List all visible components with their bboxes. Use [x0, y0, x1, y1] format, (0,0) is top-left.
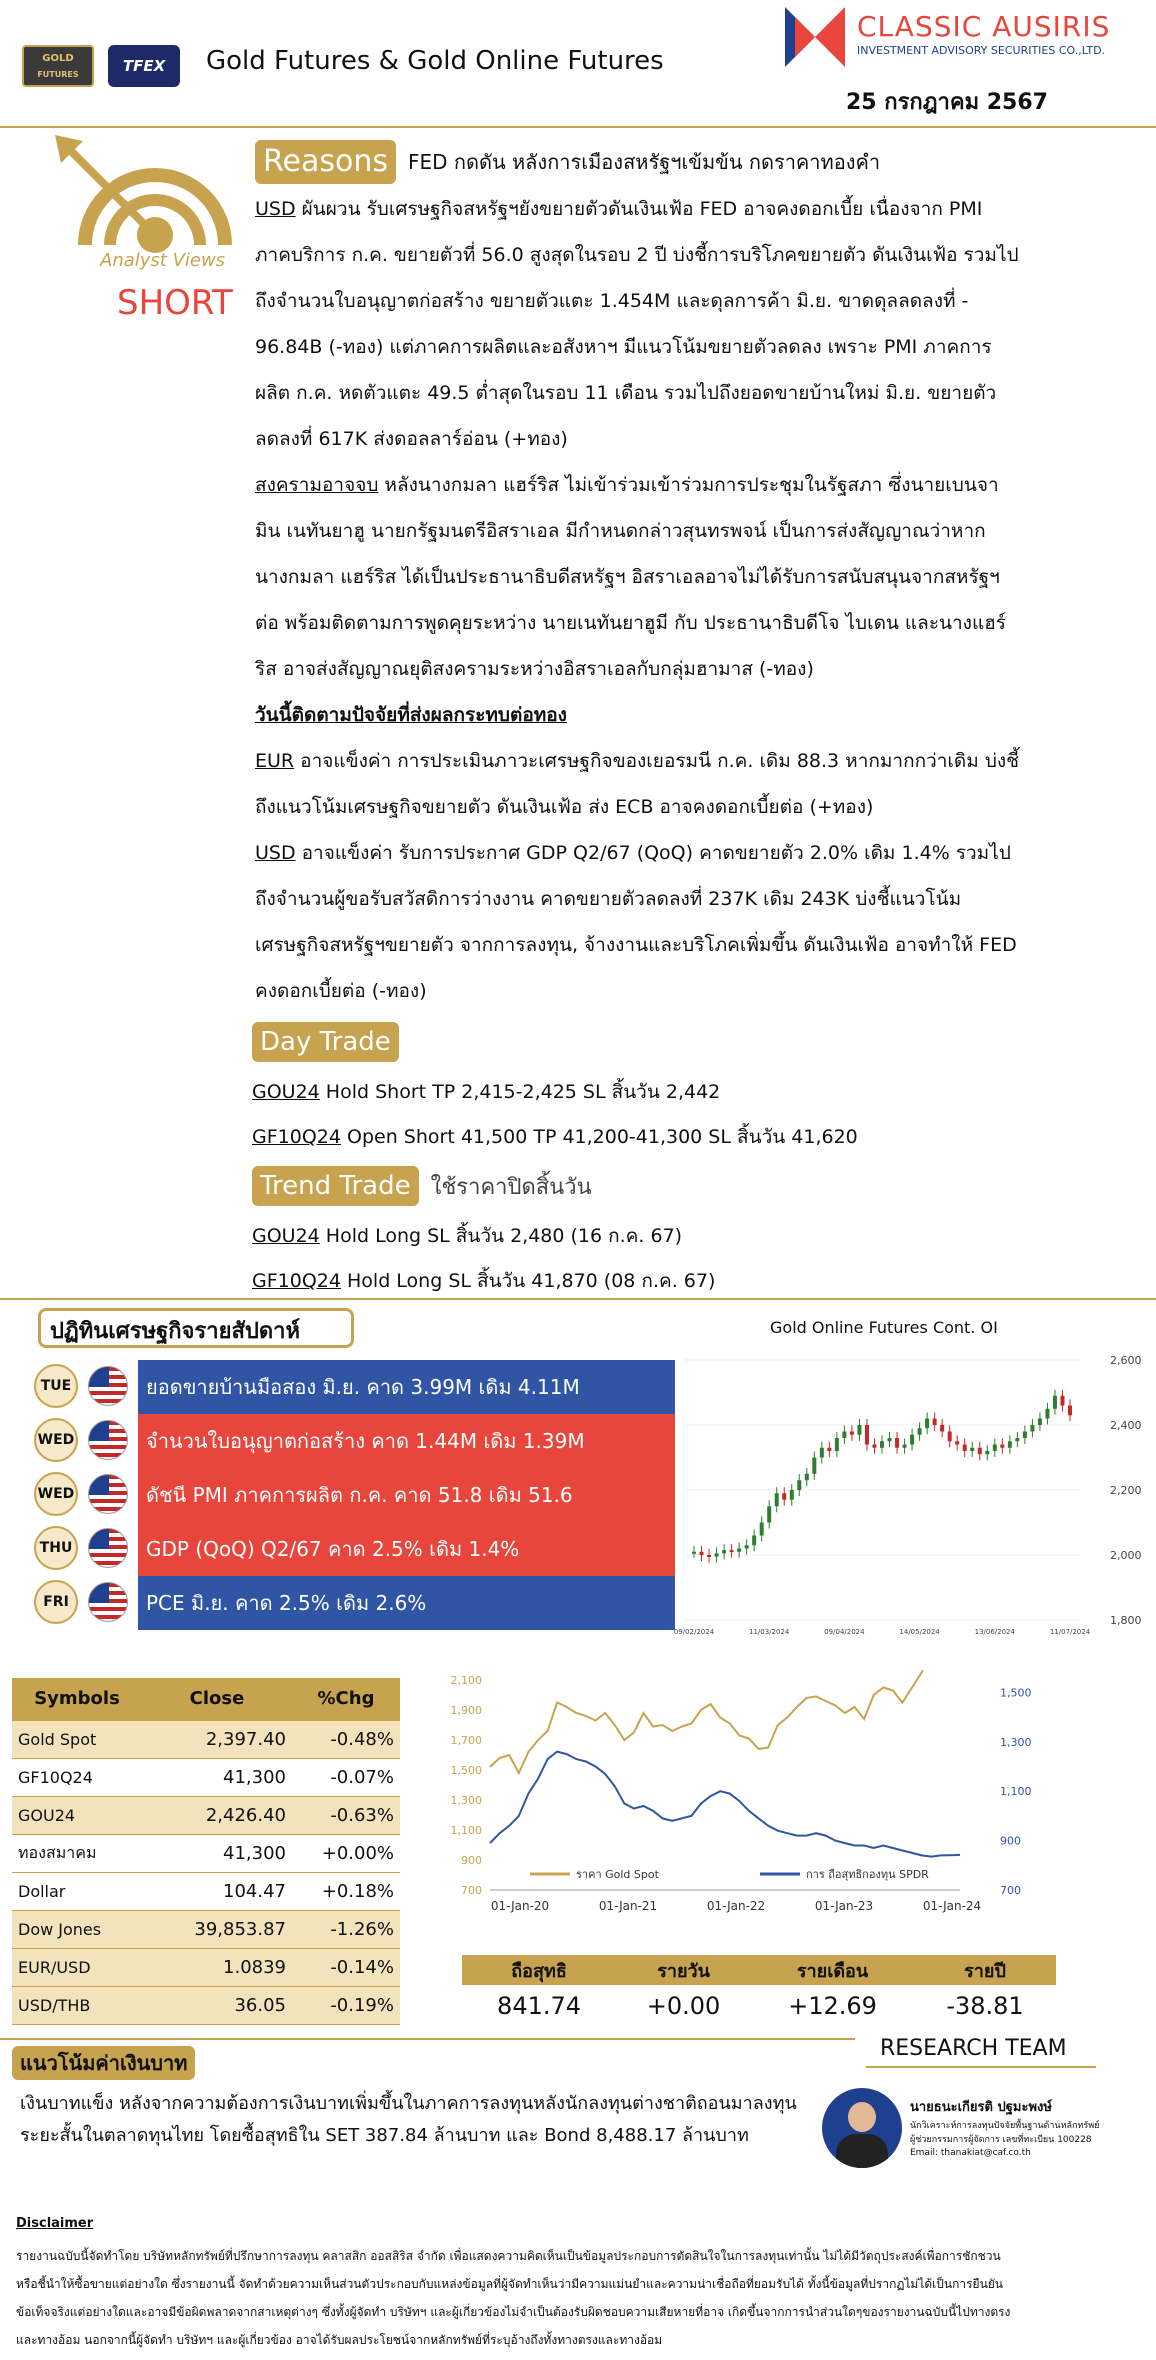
analyst-view: [55, 135, 255, 335]
reason-text: ผันผวน รับเศรษฐกิจสหรัฐฯยังขยายตัวดันเงินเฟ้อ FED อาจคงดอกเบี้ย เนื่องจาก PMI: [295, 198, 983, 220]
trend-trade-section: [252, 1166, 1152, 1304]
calendar-day: THU: [34, 1526, 78, 1570]
calendar-row: [20, 1468, 675, 1522]
trend-trade-tag: Trend Trade: [252, 1166, 419, 1206]
report-date: 25 กรกฎาคม 2567: [846, 90, 1048, 115]
candle-body: [797, 1480, 801, 1490]
close-cell: 39,853.87: [142, 1910, 292, 1948]
y-right-tick-label: 900: [1000, 1834, 1021, 1848]
y-tick-label: 2,200: [1110, 1484, 1142, 1497]
research-email: Email: thanakiat@caf.co.th: [910, 2148, 1031, 2158]
candle-body: [985, 1451, 989, 1454]
reason-line: [255, 554, 1155, 600]
header: [0, 0, 1156, 125]
disclaimer-body: [16, 2242, 1144, 2354]
candle-body: [700, 1552, 704, 1555]
day-trade-tag: Day Trade: [252, 1022, 399, 1062]
calendar-day: TUE: [34, 1364, 78, 1408]
today-line: [255, 968, 1155, 1014]
reason-text: 96.84B (-ทอง) แต่ภาคการผลิตและอสังหาฯ มีแนวโน้มขยายตัวลดลง เพราะ PMI ภาคการ: [255, 336, 992, 358]
thb-divider: [0, 2038, 855, 2040]
chg-cell: -0.48%: [292, 1720, 400, 1758]
chg-cell: -0.07%: [292, 1758, 400, 1796]
y-right-tick-label: 1,300: [1000, 1735, 1032, 1749]
chg-cell: -0.63%: [292, 1796, 400, 1834]
chg-cell: -0.19%: [292, 1986, 400, 2024]
legend-label: ราคา Gold Spot: [576, 1868, 659, 1881]
reason-line: [255, 186, 1155, 232]
candle-body: [1023, 1432, 1027, 1439]
us-flag-icon: [88, 1474, 128, 1514]
candle-body: [707, 1555, 711, 1557]
chg-cell: -1.26%: [292, 1910, 400, 1948]
candle-body: [782, 1493, 786, 1500]
symbol-cell: GF10Q24: [12, 1758, 142, 1796]
symbol-cell: ทองสมาคม: [12, 1834, 142, 1872]
reason-text: ลดลงที่ 617K ส่งดอลลาร์อ่อน (+ทอง): [255, 428, 568, 450]
series-line: [490, 1670, 960, 1773]
us-flag-icon: [88, 1420, 128, 1460]
table-row: [12, 1986, 400, 2024]
spdr-header: รายวัน: [616, 1955, 751, 1985]
thb-body: [20, 2088, 840, 2152]
us-flag-icon: [88, 1582, 128, 1622]
day-trade-items: [252, 1070, 1152, 1160]
trend-trade-symbol: GF10Q24: [252, 1270, 341, 1292]
chg-cell: -0.14%: [292, 1948, 400, 1986]
us-flag-icon: [88, 1528, 128, 1568]
thb-line: เงินบาทแข็ง หลังจากความต้องการเงินบาทเพิ่มขึ้นในภาคการลงทุนหลังนักลงทุนต่างชาติถอนมาลงทุน: [20, 2093, 797, 2114]
candle-body: [745, 1545, 749, 1548]
trend-trade-item: [252, 1214, 1152, 1259]
calendar-event: ยอดขายบ้านมือสอง มิ.ย. คาด 3.99M เดิม 4.11M: [138, 1360, 675, 1414]
table-row: [12, 1910, 400, 1948]
oi-chart-title: Gold Online Futures Cont. OI: [770, 1318, 998, 1337]
gold-futures-logo: GOLD FUTURES: [22, 45, 94, 87]
candle-body: [805, 1474, 809, 1481]
disclaimer-line: หรือชี้นำให้ซื้อขายแต่อย่างใด ซึ่งรายงานนี้ จัดทำด้วยความเห็นส่วนตัวประกอบกับแหล่งข้อมูลที่ผู้จัดทำเห็นว่ามีความแม่นยำและความน่าเชื่อถือที่ยอมรับได้ ทั้งนี้ข้อมูลที่ปรากฏไม่ได้เป็นการยืนยัน: [16, 2277, 1003, 2291]
candle-body: [940, 1425, 944, 1432]
calendar-row: [20, 1360, 675, 1414]
candle-body: [925, 1419, 929, 1429]
reason-label: สงครามอาจจบ: [255, 474, 379, 496]
candle-body: [812, 1458, 816, 1474]
reason-line: [255, 416, 1155, 462]
candle-body: [963, 1445, 967, 1452]
candle-body: [1053, 1396, 1057, 1409]
calendar-day: FRI: [34, 1580, 78, 1624]
symbol-cell: Dollar: [12, 1872, 142, 1910]
spdr-header: ถือสุทธิ: [462, 1955, 616, 1985]
candle-body: [978, 1448, 982, 1455]
legend-label: การ ถือสุทธิกองทุน SPDR: [806, 1868, 929, 1881]
calendar-day: WED: [34, 1472, 78, 1516]
today-text: ถึงจำนวนผู้ขอรับสวัสดิการว่างงาน คาดขยายตัวลดลงที่ 237K เดิม 243K บ่งชี้แนวโน้ม: [255, 888, 962, 910]
close-cell: 36.05: [142, 1986, 292, 2024]
research-title: RESEARCH TEAM: [880, 2036, 1067, 2061]
reason-label: USD: [255, 198, 296, 220]
today-line: [255, 784, 1155, 830]
trend-trade-symbol: GOU24: [252, 1225, 320, 1247]
y-left-tick-label: 700: [461, 1884, 482, 1897]
reason-line: [255, 600, 1155, 646]
spdr-value: -38.81: [946, 1992, 1024, 2020]
reasons-tag: Reasons: [255, 140, 396, 184]
close-cell: 2,397.40: [142, 1720, 292, 1758]
x-tick-label: 09/02/2024: [673, 1628, 715, 1636]
candle-body: [1045, 1409, 1049, 1419]
x-tick-label: 01-Jan-24: [922, 1899, 982, 1913]
disclaimer-line: ข้อเท็จจริงแต่อย่างใดและอาจมีข้อผิดพลาดจากสาเหตุต่างๆ ซึ่งทั้งผู้จัดทำ บริษัทฯ และผู้เกี่ยวข้องไม่จำเป็นต้องรับผิดชอบความเสียหายที่อาจ เกิดขึ้นจากการนำส่วนใดๆของรายงานฉบับนี้ไปทางตรง: [16, 2305, 1011, 2319]
calendar-title: ปฏิทินเศรษฐกิจรายสัปดาห์: [50, 1319, 301, 1344]
trend-trade-items: [252, 1214, 1152, 1304]
candle-body: [850, 1432, 854, 1435]
reason-text: ภาคบริการ ก.ค. ขยายตัวที่ 56.0 สูงสุดในรอบ 2 ปี บ่งชี้การบริโภคขยายตัว ดันเงินเฟ้อ รวมไป: [255, 244, 1019, 266]
research-license: ผู้ช่วยกรรมการผู้จัดการ เลขที่ทะเบียน 100228: [910, 2135, 1092, 2145]
symbol-cell: EUR/USD: [12, 1948, 142, 1986]
close-cell: 41,300: [142, 1834, 292, 1872]
close-cell: 1.0839: [142, 1948, 292, 1986]
today-body: [255, 738, 1155, 1014]
candle-body: [737, 1549, 741, 1552]
disclaimer-line: รายงานฉบับนี้จัดทำโดย บริษัทหลักทรัพย์ที่ปรึกษาการลงทุน คลาสสิก ออสสิริส จำกัด เพื่อแสดงความคิดเห็นเป็นข้อมูลประกอบการตัดสินใจในการลงทุนเท่านั้น ไม่ได้มีวัตถุประสงค์เพื่อการชักชวน: [16, 2249, 1001, 2263]
candle-body: [1068, 1406, 1072, 1416]
reason-line: [255, 370, 1155, 416]
close-cell: 41,300: [142, 1758, 292, 1796]
candle-body: [767, 1506, 771, 1522]
today-text: อาจแข็งค่า รับการประกาศ GDP Q2/67 (QoQ) คาดขยายตัว 2.0% เดิม 1.4% รวมไป: [295, 842, 1011, 864]
candle-body: [910, 1435, 914, 1445]
reason-line: [255, 508, 1155, 554]
candle-body: [820, 1448, 824, 1458]
candle-body: [993, 1445, 997, 1452]
spdr-value: 841.74: [497, 1992, 582, 2020]
today-text: ถึงแนวโน้มเศรษฐกิจขยายตัว ดันเงินเฟ้อ ส่ง ECB อาจคงดอกเบี้ยต่อ (+ทอง): [255, 796, 874, 818]
table-header-row: [12, 1678, 400, 1720]
y-tick-label: 2,400: [1110, 1419, 1142, 1432]
today-text: เศรษฐกิจสหรัฐฯขยายตัว จากการลงทุน, จ้างงานและบริโภคเพิ่มขึ้น ดันเงินเฟ้อ อาจทำให้ FED: [255, 934, 1017, 956]
calendar-event: GDP (QoQ) Q2/67 คาด 2.5% เดิม 1.4%: [138, 1522, 675, 1576]
today-heading: วันนี้ติดตามปัจจัยที่ส่งผลกระทบต่อทอง: [255, 704, 567, 726]
research-divider: [866, 2066, 1096, 2068]
reason-line: [255, 462, 1155, 508]
analyst-avatar: [822, 2088, 902, 2168]
candle-body: [722, 1550, 726, 1553]
table-header: Symbols: [12, 1678, 142, 1720]
symbol-cell: GOU24: [12, 1796, 142, 1834]
today-line: [255, 876, 1155, 922]
candle-body: [692, 1552, 696, 1554]
reasons-header: [255, 138, 1155, 186]
today-line: [255, 830, 1155, 876]
reason-line: [255, 278, 1155, 324]
y-tick-label: 2,600: [1110, 1354, 1142, 1367]
reason-text: มิน เนทันยาฮู นายกรัฐมนตรีอิสราเอล มีกำหนดกล่าวสุนทรพจน์ เป็นการส่งสัญญาณว่าหาก: [255, 520, 986, 542]
calendar-row: [20, 1522, 675, 1576]
day-trade-item: [252, 1070, 1152, 1115]
reason-text: หลังนางกมลา แฮร์ริส ไม่เข้าร่วมเข้าร่วมการประชุมในรัฐสภา ซึ่งนายเบนจา: [378, 474, 999, 496]
spdr-header: รายเดือน: [751, 1955, 914, 1985]
table-row: [12, 1948, 400, 1986]
candle-body: [872, 1445, 876, 1448]
tfex-logo: TFEX: [108, 45, 180, 87]
today-label: EUR: [255, 750, 295, 772]
trend-trade-text: Hold Long SL สิ้นวัน 2,480 (16 ก.ค. 67): [319, 1225, 683, 1247]
reason-line: [255, 232, 1155, 278]
x-tick-label: 14/05/2024: [899, 1628, 940, 1636]
calendar-day: WED: [34, 1418, 78, 1462]
candle-body: [1030, 1425, 1034, 1432]
candle-body: [903, 1445, 907, 1448]
spdr-value: +0.00: [646, 1992, 721, 2020]
x-tick-label: 11/07/2024: [1049, 1628, 1091, 1636]
reason-text: นางกมลา แฮร์ริส ได้เป็นประธานาธิบดีสหรัฐฯ อิสราเอลอาจไม่ได้รับการสนับสนุนจากสหรัฐฯ: [255, 566, 1000, 588]
spdr-stats-table: [462, 1955, 1056, 2027]
today-line: [255, 922, 1155, 968]
reason-line: [255, 646, 1155, 692]
candle-body: [1008, 1441, 1012, 1448]
day-trade-symbol: GOU24: [252, 1081, 320, 1103]
section-divider: [0, 1298, 1156, 1300]
x-tick-label: 11/03/2024: [749, 1628, 790, 1636]
spdr-header: รายปี: [914, 1955, 1056, 1985]
x-tick-label: 01-Jan-20: [490, 1899, 550, 1913]
symbol-cell: USD/THB: [12, 1986, 142, 2024]
x-tick-label: 01-Jan-22: [706, 1899, 766, 1913]
table-row: [12, 1758, 400, 1796]
reason-text: ผลิต ก.ค. หดตัวแตะ 49.5 ต่ำสุดในรอบ 11 เดือน รวมไปถึงยอดขายบ้านใหม่ มิ.ย. ขยายตัว: [255, 382, 997, 404]
y-right-tick-label: 1,500: [1000, 1686, 1032, 1700]
reasons-body: [255, 186, 1155, 692]
symbol-cell: Gold Spot: [12, 1720, 142, 1758]
x-tick-label: 13/06/2024: [974, 1628, 1015, 1636]
reasons-section: [255, 138, 1155, 1014]
calendar-event: จำนวนใบอนุญาตก่อสร้าง คาด 1.44M เดิม 1.39M: [138, 1414, 675, 1468]
header-divider: [0, 126, 1156, 128]
thb-line: ระยะสั้นในตลาดทุนไทย โดยซื้อสุทธิใน SET 387.84 ล้านบาท และ Bond 8,488.17 ล้านบาท: [20, 2125, 749, 2146]
candle-body: [888, 1438, 892, 1441]
candle-body: [1060, 1396, 1064, 1406]
analyst-view-value: SHORT: [117, 283, 233, 323]
y-left-tick-label: 1,500: [450, 1764, 482, 1777]
candle-body: [835, 1438, 839, 1451]
y-left-tick-label: 1,300: [450, 1794, 482, 1807]
thb-title: แนวโน้มค่าเงินบาท: [12, 2046, 195, 2080]
reason-text: ริส อาจส่งสัญญาณยุติสงครามระหว่างอิสราเอลกับกลุ่มฮามาส (-ทอง): [255, 658, 814, 680]
reason-text: ถึงจำนวนใบอนุญาตก่อสร้าง ขยายตัวแตะ 1.454M และดุลการค้า มิ.ย. ขาดดุลลดลงที่ -: [255, 290, 969, 312]
candle-body: [827, 1448, 831, 1451]
y-left-tick-label: 1,100: [450, 1824, 482, 1837]
calendar-row: [20, 1576, 675, 1630]
y-left-tick-label: 1,900: [450, 1704, 482, 1717]
disclaimer-line: และทางอ้อม นอกจากนี้ผู้จัดทำ บริษัทฯ และผู้เกี่ยวข้อง อาจได้รับผลประโยชน์จากหลักทรัพย์ที่ระบุอ้างถึงทั้งทางตรงและทางอ้อม: [16, 2333, 663, 2347]
x-tick-label: 01-Jan-21: [598, 1899, 658, 1913]
candle-body: [880, 1441, 884, 1448]
page-title: Gold Futures & Gold Online Futures: [206, 46, 664, 76]
brand-subtitle: INVESTMENT ADVISORY SECURITIES CO.,LTD.: [857, 44, 1106, 57]
table-row: [12, 1720, 400, 1758]
candle-body: [948, 1432, 952, 1442]
symbol-cell: Dow Jones: [12, 1910, 142, 1948]
candle-body: [1038, 1419, 1042, 1426]
reason-line: [255, 324, 1155, 370]
target-arrow-icon: [55, 135, 255, 255]
candle-body: [857, 1425, 861, 1435]
chg-cell: +0.18%: [292, 1872, 400, 1910]
candle-body: [865, 1425, 869, 1445]
today-text: อาจแข็งค่า การประเมินภาวะเศรษฐกิจของเยอรมนี ก.ค. เดิม 88.3 หากมากกว่าเดิม บ่งชี้: [294, 750, 1020, 772]
candle-body: [760, 1523, 764, 1536]
day-trade-text: Hold Short TP 2,415-2,425 SL สิ้นวัน 2,442: [319, 1081, 721, 1103]
oi-chart: [660, 1340, 1156, 1640]
close-cell: 104.47: [142, 1872, 292, 1910]
candle-body: [970, 1448, 974, 1451]
candle-body: [1015, 1438, 1019, 1441]
day-trade-symbol: GF10Q24: [252, 1126, 341, 1148]
table-header: Close: [142, 1678, 292, 1720]
calendar-event: PCE มิ.ย. คาด 2.5% เดิม 2.6%: [138, 1576, 675, 1630]
candle-body: [752, 1536, 756, 1546]
research-name: นายธนะเกียรติ ปฐมะพงษ์: [910, 2100, 1052, 2115]
table-row: [12, 1834, 400, 1872]
y-tick-label: 1,800: [1110, 1614, 1142, 1627]
series-line: [490, 1752, 960, 1857]
research-role: นักวิเคราะห์การลงทุนปัจจัยพื้นฐานด้านหลักทรัพย์: [910, 2121, 1100, 2131]
day-trade-section: [252, 1022, 1152, 1160]
y-right-tick-label: 700: [1000, 1884, 1021, 1897]
spdr-value: +12.69: [788, 1992, 877, 2020]
x-tick-label: 01-Jan-23: [814, 1899, 874, 1913]
candle-body: [933, 1419, 937, 1426]
table-row: [12, 1872, 400, 1910]
candle-body: [955, 1441, 959, 1444]
day-trade-item: [252, 1115, 1152, 1160]
table-row: [12, 1796, 400, 1834]
us-flag-icon: [88, 1366, 128, 1406]
y-left-tick-label: 900: [461, 1854, 482, 1867]
close-cell: 2,426.40: [142, 1796, 292, 1834]
today-label: USD: [255, 842, 296, 864]
gold-spdr-chart: [440, 1670, 1040, 1930]
today-line: [255, 738, 1155, 784]
trend-trade-text: Hold Long SL สิ้นวัน 41,870 (08 ก.ค. 67): [340, 1270, 716, 1292]
candle-body: [895, 1438, 899, 1448]
candle-body: [1000, 1445, 1004, 1448]
candle-body: [842, 1432, 846, 1439]
trend-trade-note: ใช้ราคาปิดสิ้นวัน: [430, 1174, 592, 1200]
reason-text: ต่อ พร้อมติดตามการพูดคุยระหว่าง นายเนทันยาฮูมี กับ ประธานาธิบดีโจ ไบเดน และนางแฮร์: [255, 612, 1007, 634]
y-tick-label: 2,000: [1110, 1549, 1142, 1562]
candle-body: [790, 1490, 794, 1500]
y-left-tick-label: 2,100: [450, 1674, 482, 1687]
today-text: คงดอกเบี้ยต่อ (-ทอง): [255, 980, 427, 1002]
candle-body: [775, 1493, 779, 1506]
analyst-caption: Analyst Views: [100, 250, 226, 271]
spdr-value-row: [462, 1985, 1056, 2027]
x-tick-label: 09/04/2024: [824, 1628, 865, 1636]
day-trade-text: Open Short 41,500 TP 41,200-41,300 SL สิ้นวัน 41,620: [340, 1126, 858, 1148]
brand-name: CLASSIC AUSIRIS: [857, 10, 1111, 43]
candle-body: [730, 1550, 734, 1552]
calendar-event: ดัชนี PMI ภาคการผลิต ก.ค. คาด 51.8 เดิม 51.6: [138, 1468, 675, 1522]
reasons-headline: FED กดดัน หลังการเมืองสหรัฐฯเข้มข้น กดราคาทองคำ: [407, 150, 881, 174]
candle-body: [715, 1553, 719, 1556]
y-left-tick-label: 1,700: [450, 1734, 482, 1747]
y-right-tick-label: 1,100: [1000, 1785, 1032, 1799]
chg-cell: +0.00%: [292, 1834, 400, 1872]
spdr-header-row: [462, 1955, 1056, 1985]
calendar-row: [20, 1414, 675, 1468]
table-header: %Chg: [292, 1678, 400, 1720]
classic-ausiris-logo-icon: [785, 2, 845, 72]
symbols-table: [12, 1678, 400, 2025]
disclaimer-title: Disclaimer: [16, 2216, 94, 2231]
candle-body: [918, 1428, 922, 1435]
